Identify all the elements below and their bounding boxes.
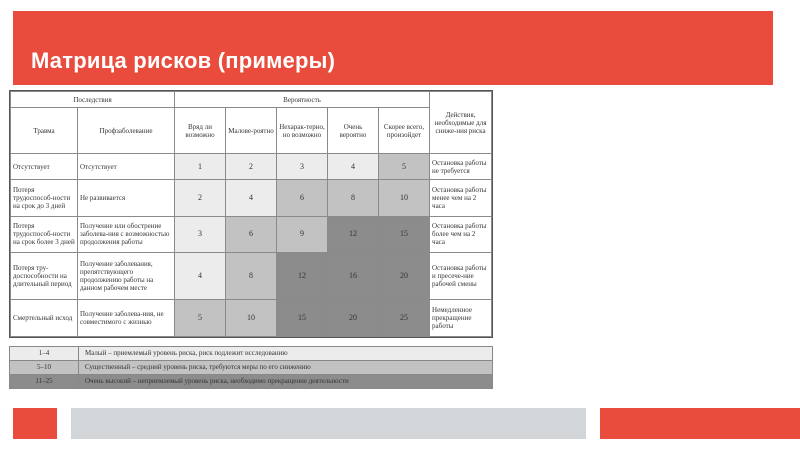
cell-action: Остановка работы более чем на 2 часа xyxy=(430,216,492,253)
cell-disease: Не развивается xyxy=(78,179,175,216)
risk-score-cell: 2 xyxy=(226,154,277,180)
legend-range: 1–4 xyxy=(10,347,79,360)
cell-disease: Получение заболевания, препятствующего продолжению работы на данном рабочем месте xyxy=(78,253,175,300)
risk-matrix-table xyxy=(9,90,493,338)
risk-score-cell: 4 xyxy=(175,253,226,300)
cell-trauma: Потеря тру-доспособности на длительный период xyxy=(11,253,78,300)
risk-score-cell: 4 xyxy=(328,154,379,180)
header-row-2 xyxy=(11,108,492,154)
cell-trauma: Потеря трудоспособ-ности на срок до 3 дней xyxy=(11,179,78,216)
risk-score-cell: 15 xyxy=(277,300,328,337)
risk-score-cell: 9 xyxy=(277,216,328,253)
risk-score-cell: 6 xyxy=(226,216,277,253)
risk-score-cell: 12 xyxy=(277,253,328,300)
cell-disease: Получение заболева-ния, не совместимого с жизнью xyxy=(78,300,175,337)
risk-score-cell: 8 xyxy=(328,179,379,216)
header-probability: Вероятность xyxy=(175,92,430,108)
risk-score-cell: 16 xyxy=(328,253,379,300)
footer-bar xyxy=(71,408,586,439)
risk-score-cell: 5 xyxy=(379,154,430,180)
header-row-1 xyxy=(11,92,492,108)
risk-score-cell: 25 xyxy=(379,300,430,337)
footer-accent-right xyxy=(600,408,800,439)
risk-score-cell: 4 xyxy=(226,179,277,216)
cell-action: Остановка работы не требуется xyxy=(430,154,492,180)
header-p2: Малове-роятно xyxy=(226,108,277,154)
risk-score-cell: 1 xyxy=(175,154,226,180)
legend-text: Существенный – средний уровень риска, требуются меры по его снижению xyxy=(85,363,311,371)
matrix-row xyxy=(11,179,492,216)
matrix-row xyxy=(11,253,492,300)
header-consequences: Последствия xyxy=(11,92,175,108)
risk-score-cell: 6 xyxy=(277,179,328,216)
header-trauma: Травма xyxy=(11,108,78,154)
risk-legend xyxy=(9,346,493,389)
legend-row xyxy=(10,347,492,360)
header-p1: Вряд ли возможно xyxy=(175,108,226,154)
risk-score-cell: 5 xyxy=(175,300,226,337)
header-p3: Нехарак-терно, но возможно xyxy=(277,108,328,154)
legend-row xyxy=(10,374,492,388)
risk-score-cell: 3 xyxy=(277,154,328,180)
risk-score-cell: 15 xyxy=(379,216,430,253)
risk-score-cell: 3 xyxy=(175,216,226,253)
risk-score-cell: 10 xyxy=(226,300,277,337)
cell-trauma: Потеря трудоспособ-ности на срок более 3 дней xyxy=(11,216,78,253)
cell-disease: Получение или обострение заболева-ния с возможностью продолжения работы xyxy=(78,216,175,253)
cell-disease: Отсутствует xyxy=(78,154,175,180)
matrix-row xyxy=(11,216,492,253)
matrix-row xyxy=(11,154,492,180)
header-p4: Очень вероятно xyxy=(328,108,379,154)
risk-score-cell: 2 xyxy=(175,179,226,216)
cell-trauma: Отсутствует xyxy=(11,154,78,180)
header-disease: Профзаболевание xyxy=(78,108,175,154)
header-p5: Скорее всего, произойдет xyxy=(379,108,430,154)
legend-range: 5–10 xyxy=(10,361,79,374)
risk-score-cell: 8 xyxy=(226,253,277,300)
risk-score-cell: 10 xyxy=(379,179,430,216)
cell-action: Остановка работы менее чем на 2 часа xyxy=(430,179,492,216)
title-banner xyxy=(13,11,773,85)
legend-range: 11–25 xyxy=(10,375,79,388)
matrix-row xyxy=(11,300,492,337)
legend-text: Очень высокий – неприемлемый уровень риска, необходимо прекращение деятельности xyxy=(85,377,349,385)
cell-trauma: Смертельный исход xyxy=(11,300,78,337)
legend-row xyxy=(10,360,492,374)
risk-score-cell: 12 xyxy=(328,216,379,253)
risk-score-cell: 20 xyxy=(328,300,379,337)
header-actions: Действия, необходимые для сниже-ния риска xyxy=(430,92,492,154)
cell-action: Остановка работы и пресече-ние рабочей смены xyxy=(430,253,492,300)
risk-score-cell: 20 xyxy=(379,253,430,300)
page-title: Матрица рисков (примеры) xyxy=(31,48,336,73)
legend-text: Малый – приемлемый уровень риска, риск подлежит исследованию xyxy=(85,349,288,357)
cell-action: Немедленное прекращение работы xyxy=(430,300,492,337)
footer-accent-left xyxy=(13,408,57,439)
